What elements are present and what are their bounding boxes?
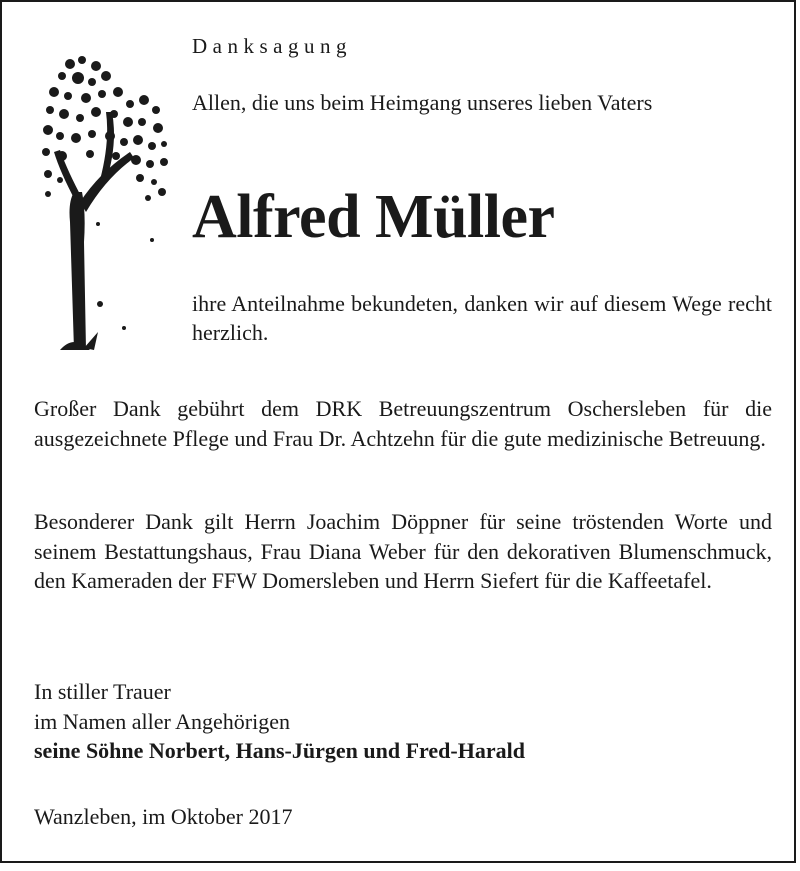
closing-line-mourning: In stiller Trauer <box>34 679 171 704</box>
closing-block <box>34 677 525 766</box>
deceased-name: Alfred Müller <box>192 183 555 251</box>
paragraph-care-thanks: Großer Dank gebührt dem DRK Betreuungszentrum Oschersleben für die ausgezeichnete Pflege und Frau Dr. Achtzehn für die gute medizinische Betreuung. <box>34 396 772 451</box>
tree-icon <box>40 52 175 352</box>
signers: seine Söhne Norbert, Hans-Jürgen und Fred-Harald <box>34 738 525 763</box>
intro-text: Allen, die uns beim Heimgang unseres lieben Vaters <box>192 90 653 115</box>
place-date: Wanzleben, im Oktober 2017 <box>34 804 293 829</box>
notice-heading: Danksagung <box>192 34 352 58</box>
paragraph-special-thanks: Besonderer Dank gilt Herrn Joachim Döppner für seine tröstenden Worte und seinem Bestattungshaus, Frau Diana Weber für den dekorativen Blumenschmuck, den Kameraden der FFW Domersleben und Herrn Siefert für die Kaffeetafel. <box>34 509 772 593</box>
closing-line-relatives: im Namen aller Angehörigen <box>34 708 290 734</box>
thanks-text: ihre Anteilnahme bekundeten, danken wir auf diesem Wege recht herzlich. <box>192 291 772 345</box>
